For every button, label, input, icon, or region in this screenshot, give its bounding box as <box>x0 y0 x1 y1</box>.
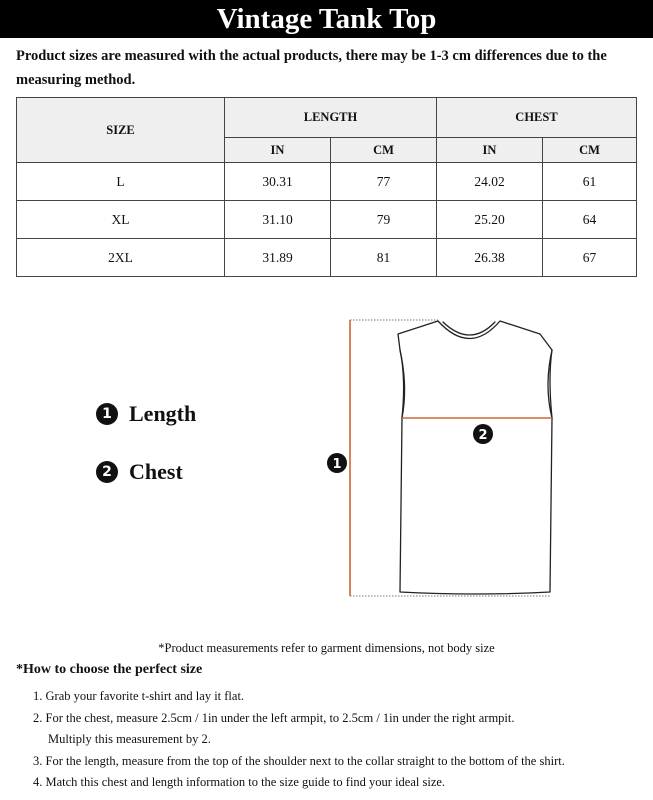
size-cell: L <box>17 163 225 201</box>
step-continuation: Multiply this measurement by 2. <box>48 732 211 746</box>
chest-in-cell: 25.20 <box>437 201 543 239</box>
length-cm-header: CM <box>331 138 437 163</box>
howto-steps <box>33 686 643 794</box>
legend-chest <box>96 457 183 487</box>
measure-lines <box>350 320 552 596</box>
number-two-icon: 2 <box>96 461 118 483</box>
step-text: 4. Match this chest and length information to the size guide to find your ideal size. <box>33 775 446 789</box>
step-text: 1. Grab your favorite t-shirt and lay it flat. <box>33 689 245 703</box>
length-in-header: IN <box>225 138 331 163</box>
length-cm-cell: 79 <box>331 201 437 239</box>
footnote: *Product measurements refer to garment dimensions, not body size <box>158 641 495 655</box>
tank-top-outline-icon <box>398 321 552 594</box>
table-row <box>17 201 637 239</box>
legend-length-label: Length <box>129 401 197 426</box>
step-text: 2. For the chest, measure 2.5cm / 1in under the left armpit, to 2.5cm / 1in under the right armpit. <box>33 710 515 725</box>
table-header-row <box>17 98 637 138</box>
size-cell: 2XL <box>17 239 225 277</box>
page-title: Vintage Tank Top <box>0 0 653 38</box>
length-in-cell: 30.31 <box>225 163 331 201</box>
step-text: 3. For the length, measure from the top of the shoulder next to the collar straight to the bottom of the shirt. <box>33 753 565 768</box>
intro-text: Product sizes are measured with the actual products, there may be 1-3 cm differences due to the measuring method. <box>16 48 607 88</box>
size-chart-table <box>16 97 637 277</box>
length-header: LENGTH <box>225 98 437 138</box>
number-one-icon: 1 <box>96 403 118 425</box>
chest-cm-cell: 67 <box>543 239 637 277</box>
table-row <box>17 239 637 277</box>
chest-marker-text: 2 <box>478 428 488 443</box>
list-item <box>33 686 643 708</box>
length-marker-icon <box>327 453 347 473</box>
length-cm-cell: 81 <box>331 239 437 277</box>
legend-length <box>96 399 196 429</box>
chest-in-cell: 24.02 <box>437 163 543 201</box>
chest-in-header: IN <box>437 138 543 163</box>
chest-cm-header: CM <box>543 138 637 163</box>
tank-top-diagram <box>320 312 580 602</box>
list-item <box>33 772 643 794</box>
chest-marker-icon <box>473 424 493 444</box>
table-row <box>17 163 637 201</box>
size-cell: XL <box>17 201 225 239</box>
list-item <box>33 751 643 773</box>
length-in-cell: 31.89 <box>225 239 331 277</box>
chest-header: CHEST <box>437 98 637 138</box>
howto-title: *How to choose the perfect size <box>16 662 203 677</box>
length-in-cell: 31.10 <box>225 201 331 239</box>
length-cm-cell: 77 <box>331 163 437 201</box>
chest-cm-cell: 64 <box>543 201 637 239</box>
chest-in-cell: 26.38 <box>437 239 543 277</box>
list-item <box>33 708 643 751</box>
length-marker-text: 1 <box>332 457 342 472</box>
size-header: SIZE <box>17 98 225 163</box>
chest-cm-cell: 61 <box>543 163 637 201</box>
legend-chest-label: Chest <box>129 459 183 484</box>
